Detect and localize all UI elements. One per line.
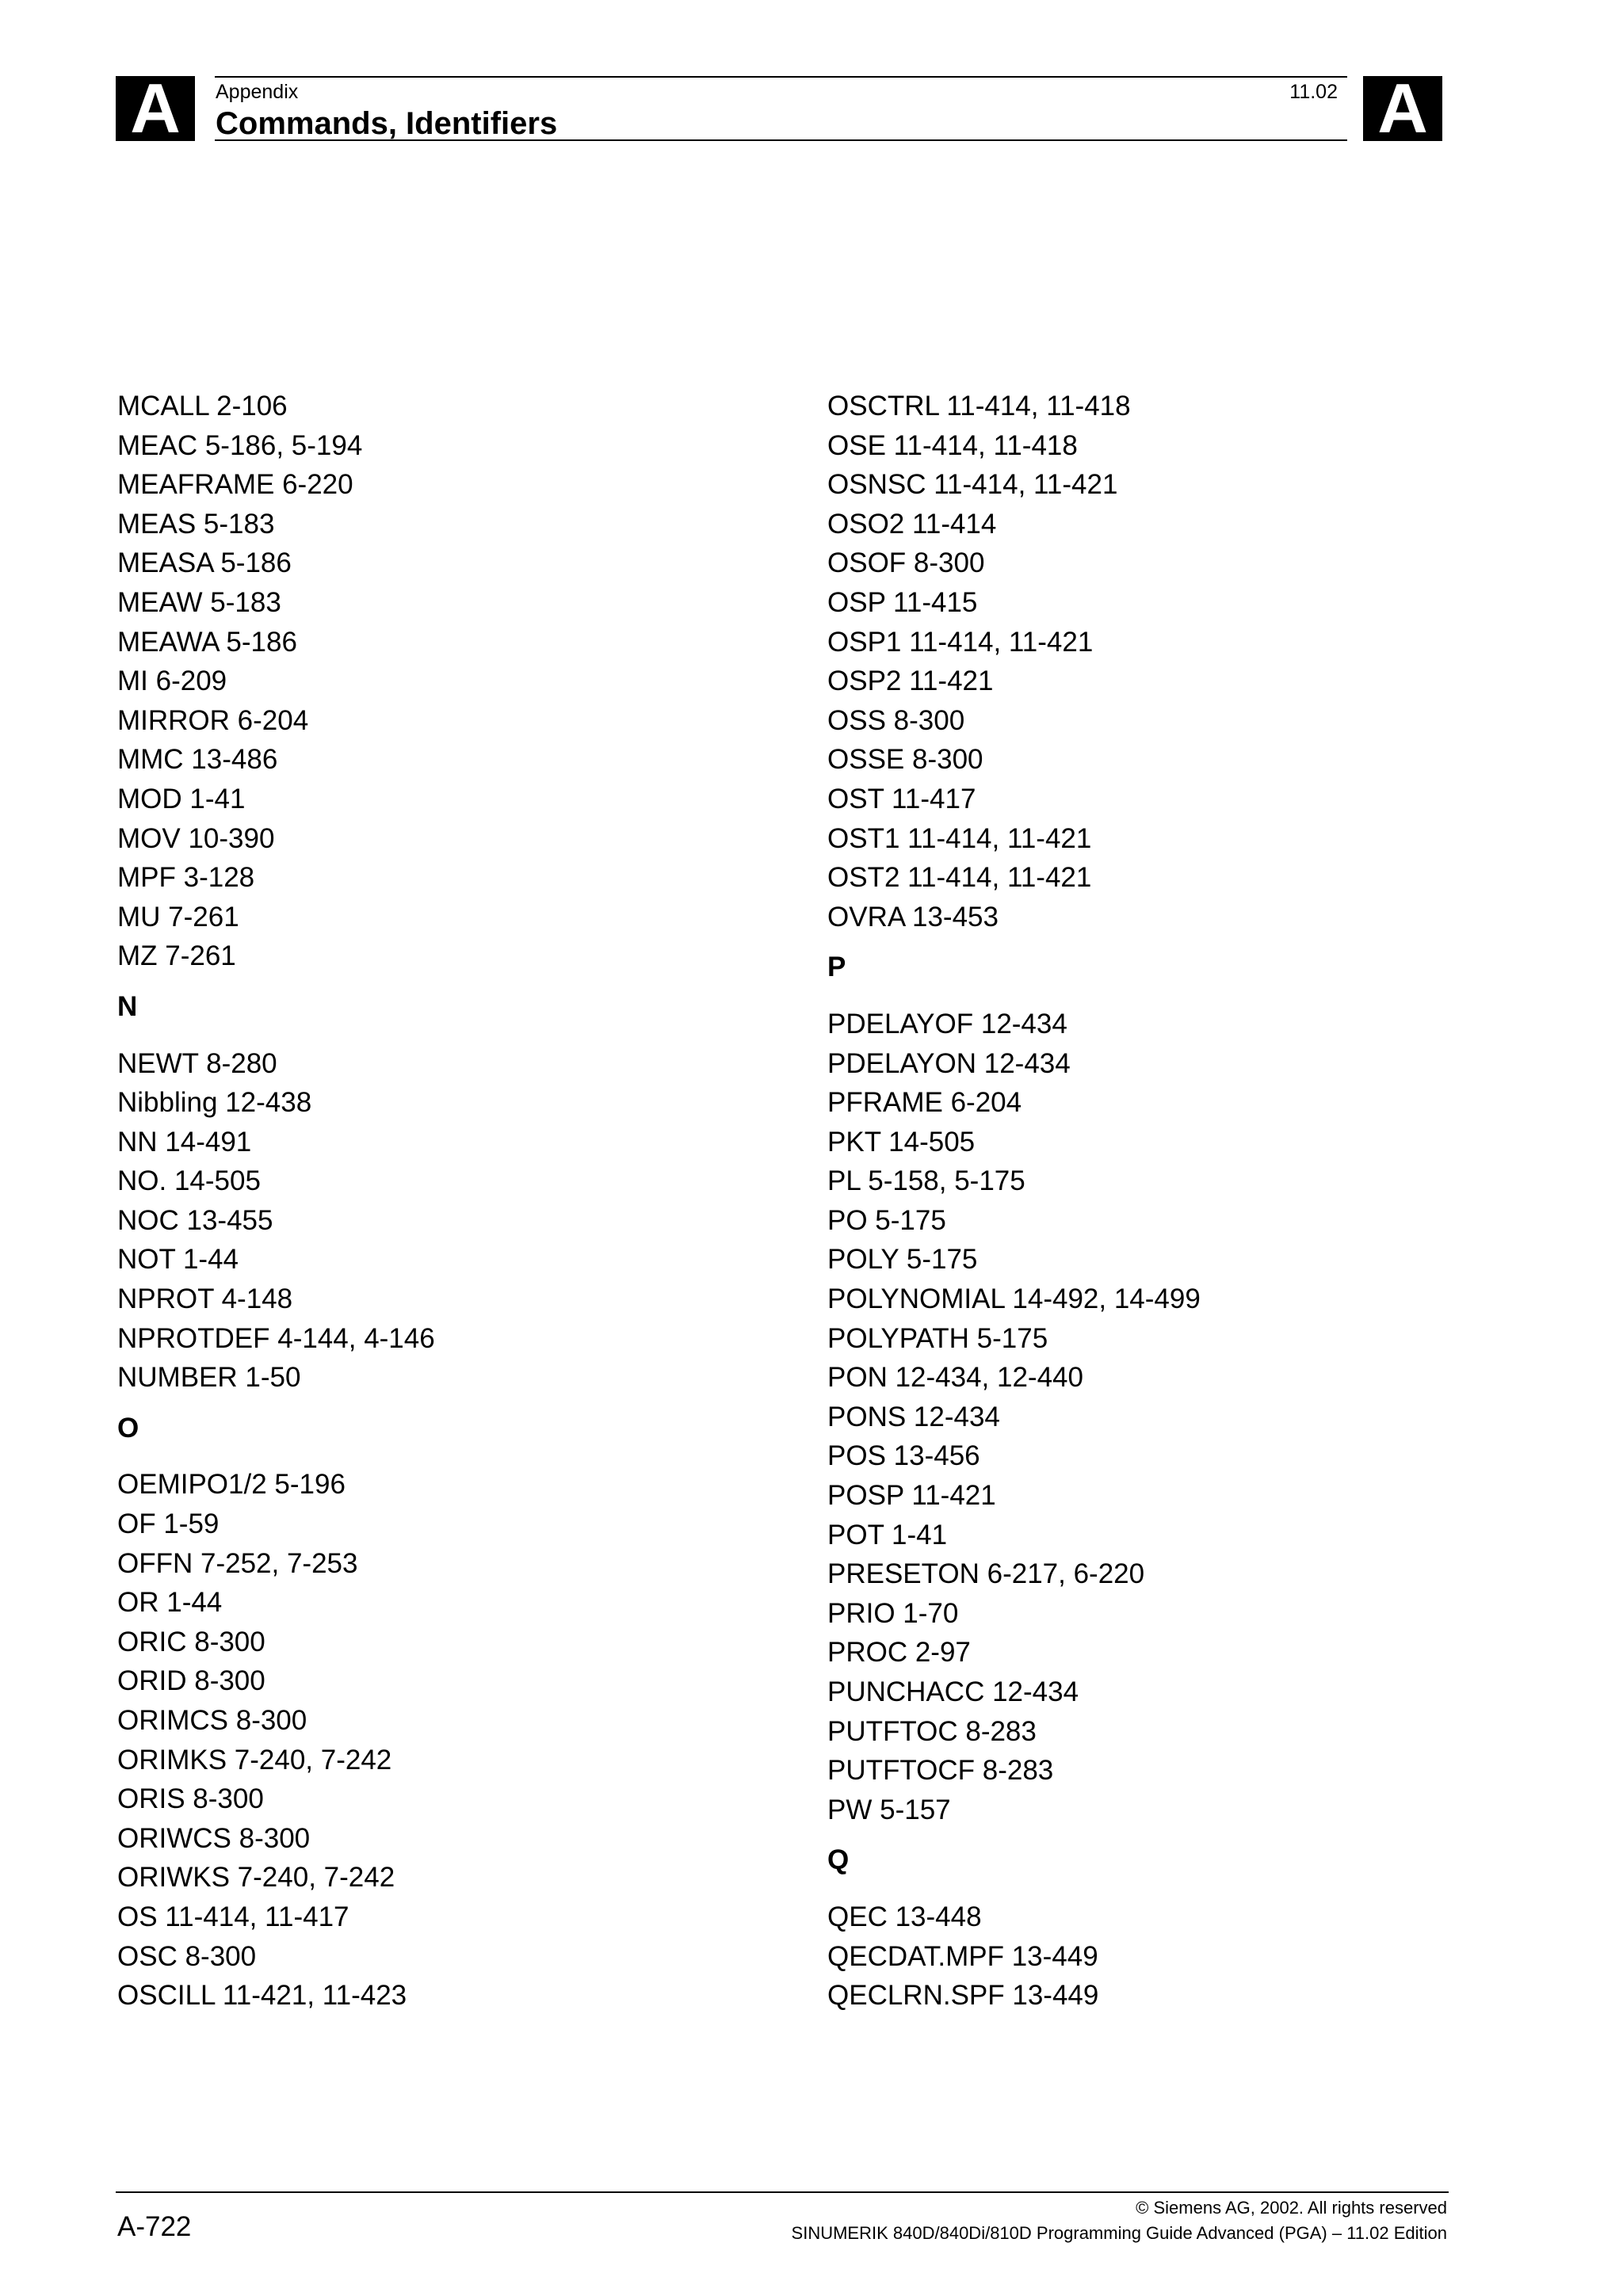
- index-entry: ORIC 8-300: [117, 1626, 265, 1657]
- index-entry: NO. 14-505: [117, 1165, 261, 1197]
- index-entry: MU 7-261: [117, 901, 239, 933]
- index-entry: OF 1-59: [117, 1508, 220, 1540]
- index-letter-heading: N: [117, 990, 138, 1022]
- index-entry: MPF 3-128: [117, 862, 255, 894]
- index-entry: MCALL 2-106: [117, 391, 288, 421]
- index-entry: MEAFRAME 6-220: [117, 469, 353, 501]
- index-entry: OVRA 13-453: [827, 901, 999, 933]
- index-entry: OR 1-44: [117, 1587, 223, 1619]
- index-entry: PONS 12-434: [827, 1401, 1000, 1432]
- index-entry: MOV 10-390: [117, 822, 275, 854]
- index-entry: OST2 11-414, 11-421: [827, 862, 1092, 894]
- index-entry: OFFN 7-252, 7-253: [117, 1547, 358, 1579]
- page-title: Commands, Identifiers: [216, 106, 558, 141]
- index-entry: PL 5-158, 5-175: [827, 1165, 1025, 1197]
- index-entry: PFRAME 6-204: [827, 1087, 1022, 1119]
- index-entry: PUTFTOC 8-283: [827, 1715, 1037, 1747]
- index-entry: OS 11-414, 11-417: [117, 1901, 349, 1932]
- index-entry: OEMIPO1/2 5-196: [117, 1469, 346, 1501]
- index-column-left: [117, 387, 799, 2016]
- index-entry: MMC 13-486: [117, 744, 278, 776]
- index-entry: MI 6-209: [117, 666, 227, 697]
- index-entry: OSP1 11-414, 11-421: [827, 626, 1094, 658]
- header-rule-top: [215, 76, 1347, 78]
- index-entry: OSS 8-300: [827, 704, 965, 736]
- index-entry: OSC 8-300: [117, 1940, 257, 1972]
- index-entry: PDELAYON 12-434: [827, 1047, 1071, 1079]
- index-letter-heading: O: [117, 1412, 139, 1444]
- index-entry: PUNCHACC 12-434: [827, 1676, 1079, 1707]
- index-entry: NPROTDEF 4-144, 4-146: [117, 1322, 435, 1354]
- index-entry: OSO2 11-414: [827, 508, 997, 540]
- index-entry: PON 12-434, 12-440: [827, 1362, 1083, 1394]
- index-entry: POS 13-456: [827, 1440, 980, 1472]
- index-letter-heading: P: [827, 952, 846, 983]
- section-badge-left: A: [116, 76, 195, 141]
- index-entry: OSSE 8-300: [827, 744, 983, 776]
- index-entry: ORIWKS 7-240, 7-242: [117, 1862, 395, 1894]
- index-entry: MEAW 5-183: [117, 586, 281, 618]
- index-entry: PROC 2-97: [827, 1637, 971, 1669]
- index-entry: PDELAYOF 12-434: [827, 1008, 1067, 1039]
- copyright-notice: © Siemens AG, 2002. All rights reserved: [1136, 2198, 1447, 2218]
- index-entry: ORIMKS 7-240, 7-242: [117, 1744, 392, 1775]
- header-section-label: Appendix: [216, 81, 299, 103]
- index-entry: OSOF 8-300: [827, 547, 985, 579]
- index-entry: OST 11-417: [827, 783, 976, 814]
- index-entry: POSP 11-421: [827, 1480, 996, 1512]
- index-entry: NEWT 8-280: [117, 1047, 277, 1079]
- index-entry: MEAWA 5-186: [117, 626, 297, 658]
- footer-rule: [116, 2191, 1449, 2193]
- index-entry: ORIS 8-300: [117, 1783, 264, 1815]
- index-entry: OSCILL 11-421, 11-423: [117, 1980, 407, 2012]
- index-entry: POLYPATH 5-175: [827, 1322, 1048, 1354]
- index-entry: ORID 8-300: [117, 1665, 265, 1697]
- index-entry: OSE 11-414, 11-418: [827, 429, 1078, 461]
- index-entry: NOT 1-44: [117, 1244, 239, 1276]
- index-entry: POLY 5-175: [827, 1244, 978, 1276]
- index-entry: ORIWCS 8-300: [117, 1822, 311, 1854]
- index-entry: ORIMCS 8-300: [117, 1705, 307, 1736]
- page-number: A-722: [117, 2211, 192, 2242]
- index-entry: NPROT 4-148: [117, 1283, 293, 1315]
- index-entry: PO 5-175: [827, 1204, 946, 1236]
- header-edition: 11.02: [1289, 81, 1338, 103]
- index-entry: PRESETON 6-217, 6-220: [827, 1558, 1145, 1590]
- index-entry: OSP2 11-421: [827, 666, 994, 697]
- index-entry: QECLRN.SPF 13-449: [827, 1980, 1099, 2012]
- index-entry: NOC 13-455: [117, 1204, 273, 1236]
- index-entry: Nibbling 12-438: [117, 1087, 312, 1119]
- index-entry: MEASA 5-186: [117, 547, 292, 579]
- index-entry: PKT 14-505: [827, 1126, 976, 1158]
- index-entry: QECDAT.MPF 13-449: [827, 1940, 1098, 1972]
- index-entry: OSNSC 11-414, 11-421: [827, 469, 1118, 501]
- section-badge-right: A: [1363, 76, 1442, 141]
- index-entry: QEC 13-448: [827, 1901, 982, 1932]
- index-entry: PRIO 1-70: [827, 1597, 959, 1629]
- index-entry: MEAS 5-183: [117, 508, 275, 540]
- index-entry: MEAC 5-186, 5-194: [117, 429, 363, 461]
- index-entry: MZ 7-261: [117, 940, 236, 972]
- index-entry: OST1 11-414, 11-421: [827, 822, 1092, 854]
- index-entry: NUMBER 1-50: [117, 1362, 301, 1394]
- index-letter-heading: Q: [827, 1844, 850, 1876]
- index-entry: NN 14-491: [117, 1126, 252, 1158]
- index-entry: OSP 11-415: [827, 586, 978, 618]
- index-entry: MIRROR 6-204: [117, 704, 309, 736]
- index-entry: POT 1-41: [827, 1519, 948, 1550]
- document-title: SINUMERIK 840D/840Di/810D Programming Guide Advanced (PGA) – 11.02 Edition: [791, 2223, 1447, 2243]
- index-entry: PUTFTOCF 8-283: [827, 1755, 1054, 1787]
- index-entry: MOD 1-41: [117, 783, 246, 814]
- index-entry: PW 5-157: [827, 1794, 951, 1825]
- index-entry: POLYNOMIAL 14-492, 14-499: [827, 1283, 1201, 1315]
- index-column-right: [827, 387, 1509, 2016]
- index-entry: OSCTRL 11-414, 11-418: [827, 391, 1131, 421]
